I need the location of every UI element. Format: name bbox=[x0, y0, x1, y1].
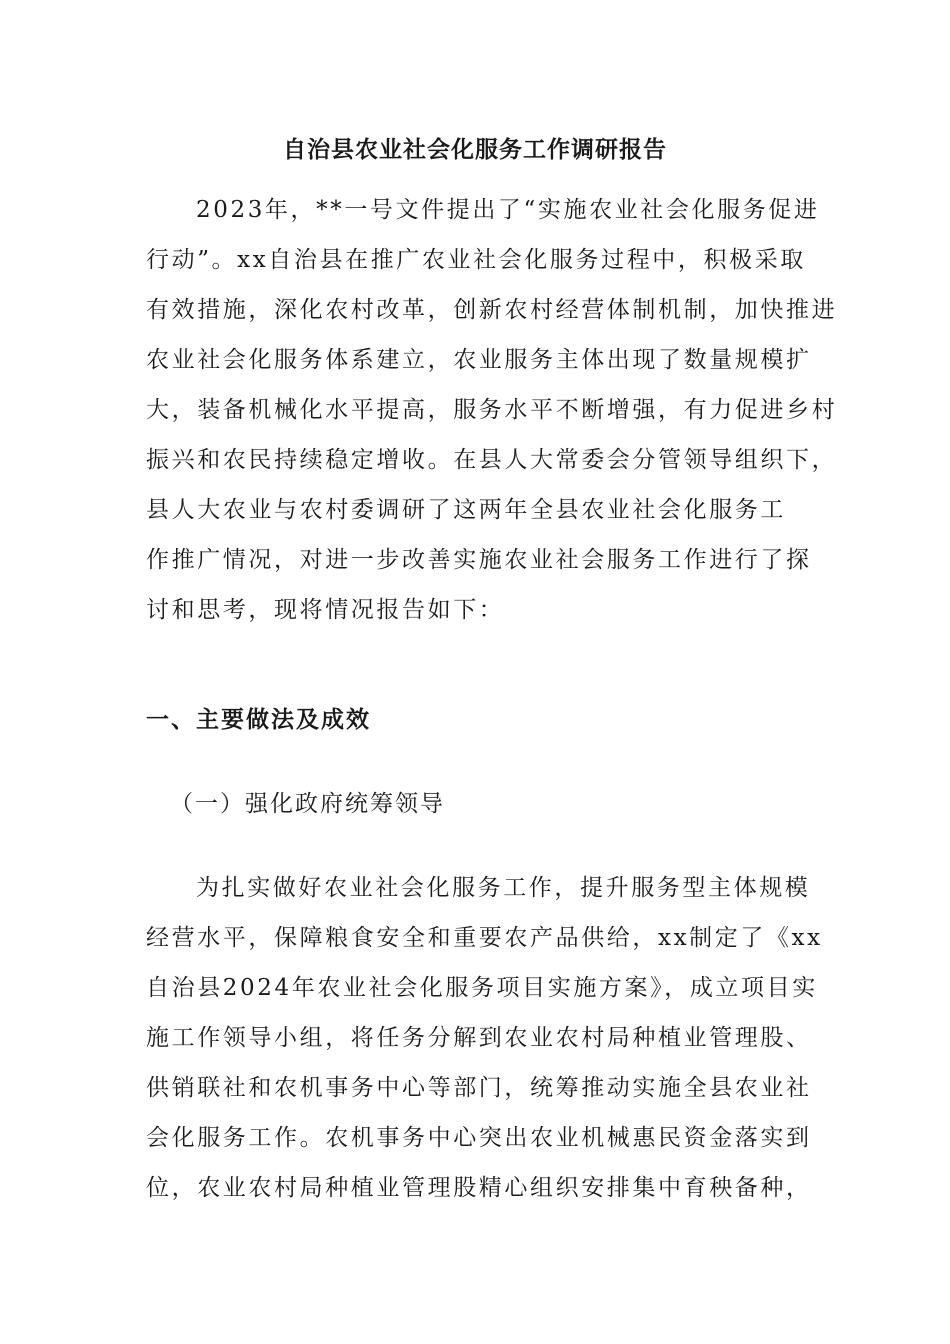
intro-line: 行动”。xx自治县在推广农业社会化服务过程中，积极采取 bbox=[146, 247, 806, 273]
body-line: 位，农业农村局种植业管理股精心组织安排集中育秧备种， bbox=[146, 1175, 812, 1201]
body-line: 供销联社和农机事务中心等部门，统筹推动实施全县农业社 bbox=[146, 1075, 812, 1101]
body-line: 经营水平，保障粮食安全和重要农产品供给，xx制定了《xx bbox=[146, 925, 823, 951]
intro-line: 讨和思考，现将情况报告如下： bbox=[146, 597, 505, 623]
intro-line: 大，装备机械化水平提高，服务水平不断增强，有力促进乡村 bbox=[146, 397, 838, 423]
intro-line: 县人大农业与农村委调研了这两年全县农业社会化服务工 bbox=[146, 497, 786, 523]
body-line: 自治县2024年农业社会化服务项目实施方案》，成立项目实 bbox=[146, 975, 818, 1001]
intro-line: 2023年，**一号文件提出了“实施农业社会化服务促进 bbox=[196, 197, 820, 223]
body-line: 施工作领导小组，将任务分解到农业农村局种植业管理股、 bbox=[146, 1025, 812, 1051]
intro-line: 农业社会化服务体系建立，农业服务主体出现了数量规模扩 bbox=[146, 347, 812, 373]
intro-line: 作推广情况，对进一步改善实施农业社会服务工作进行了探 bbox=[146, 547, 812, 573]
document-title: 自治县农业社会化服务工作调研报告 bbox=[283, 136, 667, 163]
body-line: 会化服务工作。农机事务中心突出农业机械惠民资金落实到 bbox=[146, 1125, 812, 1151]
intro-line: 振兴和农民持续稳定增收。在县人大常委会分管领导组织下， bbox=[146, 447, 838, 473]
subsection-heading: （一）强化政府统筹领导 bbox=[170, 791, 445, 817]
intro-line: 有效措施，深化农村改革，创新农村经营体制机制，加快推进 bbox=[146, 297, 838, 323]
body-line: 为扎实做好农业社会化服务工作，提升服务型主体规模 bbox=[196, 875, 811, 901]
section-heading: 一、主要做法及成效 bbox=[146, 706, 371, 733]
